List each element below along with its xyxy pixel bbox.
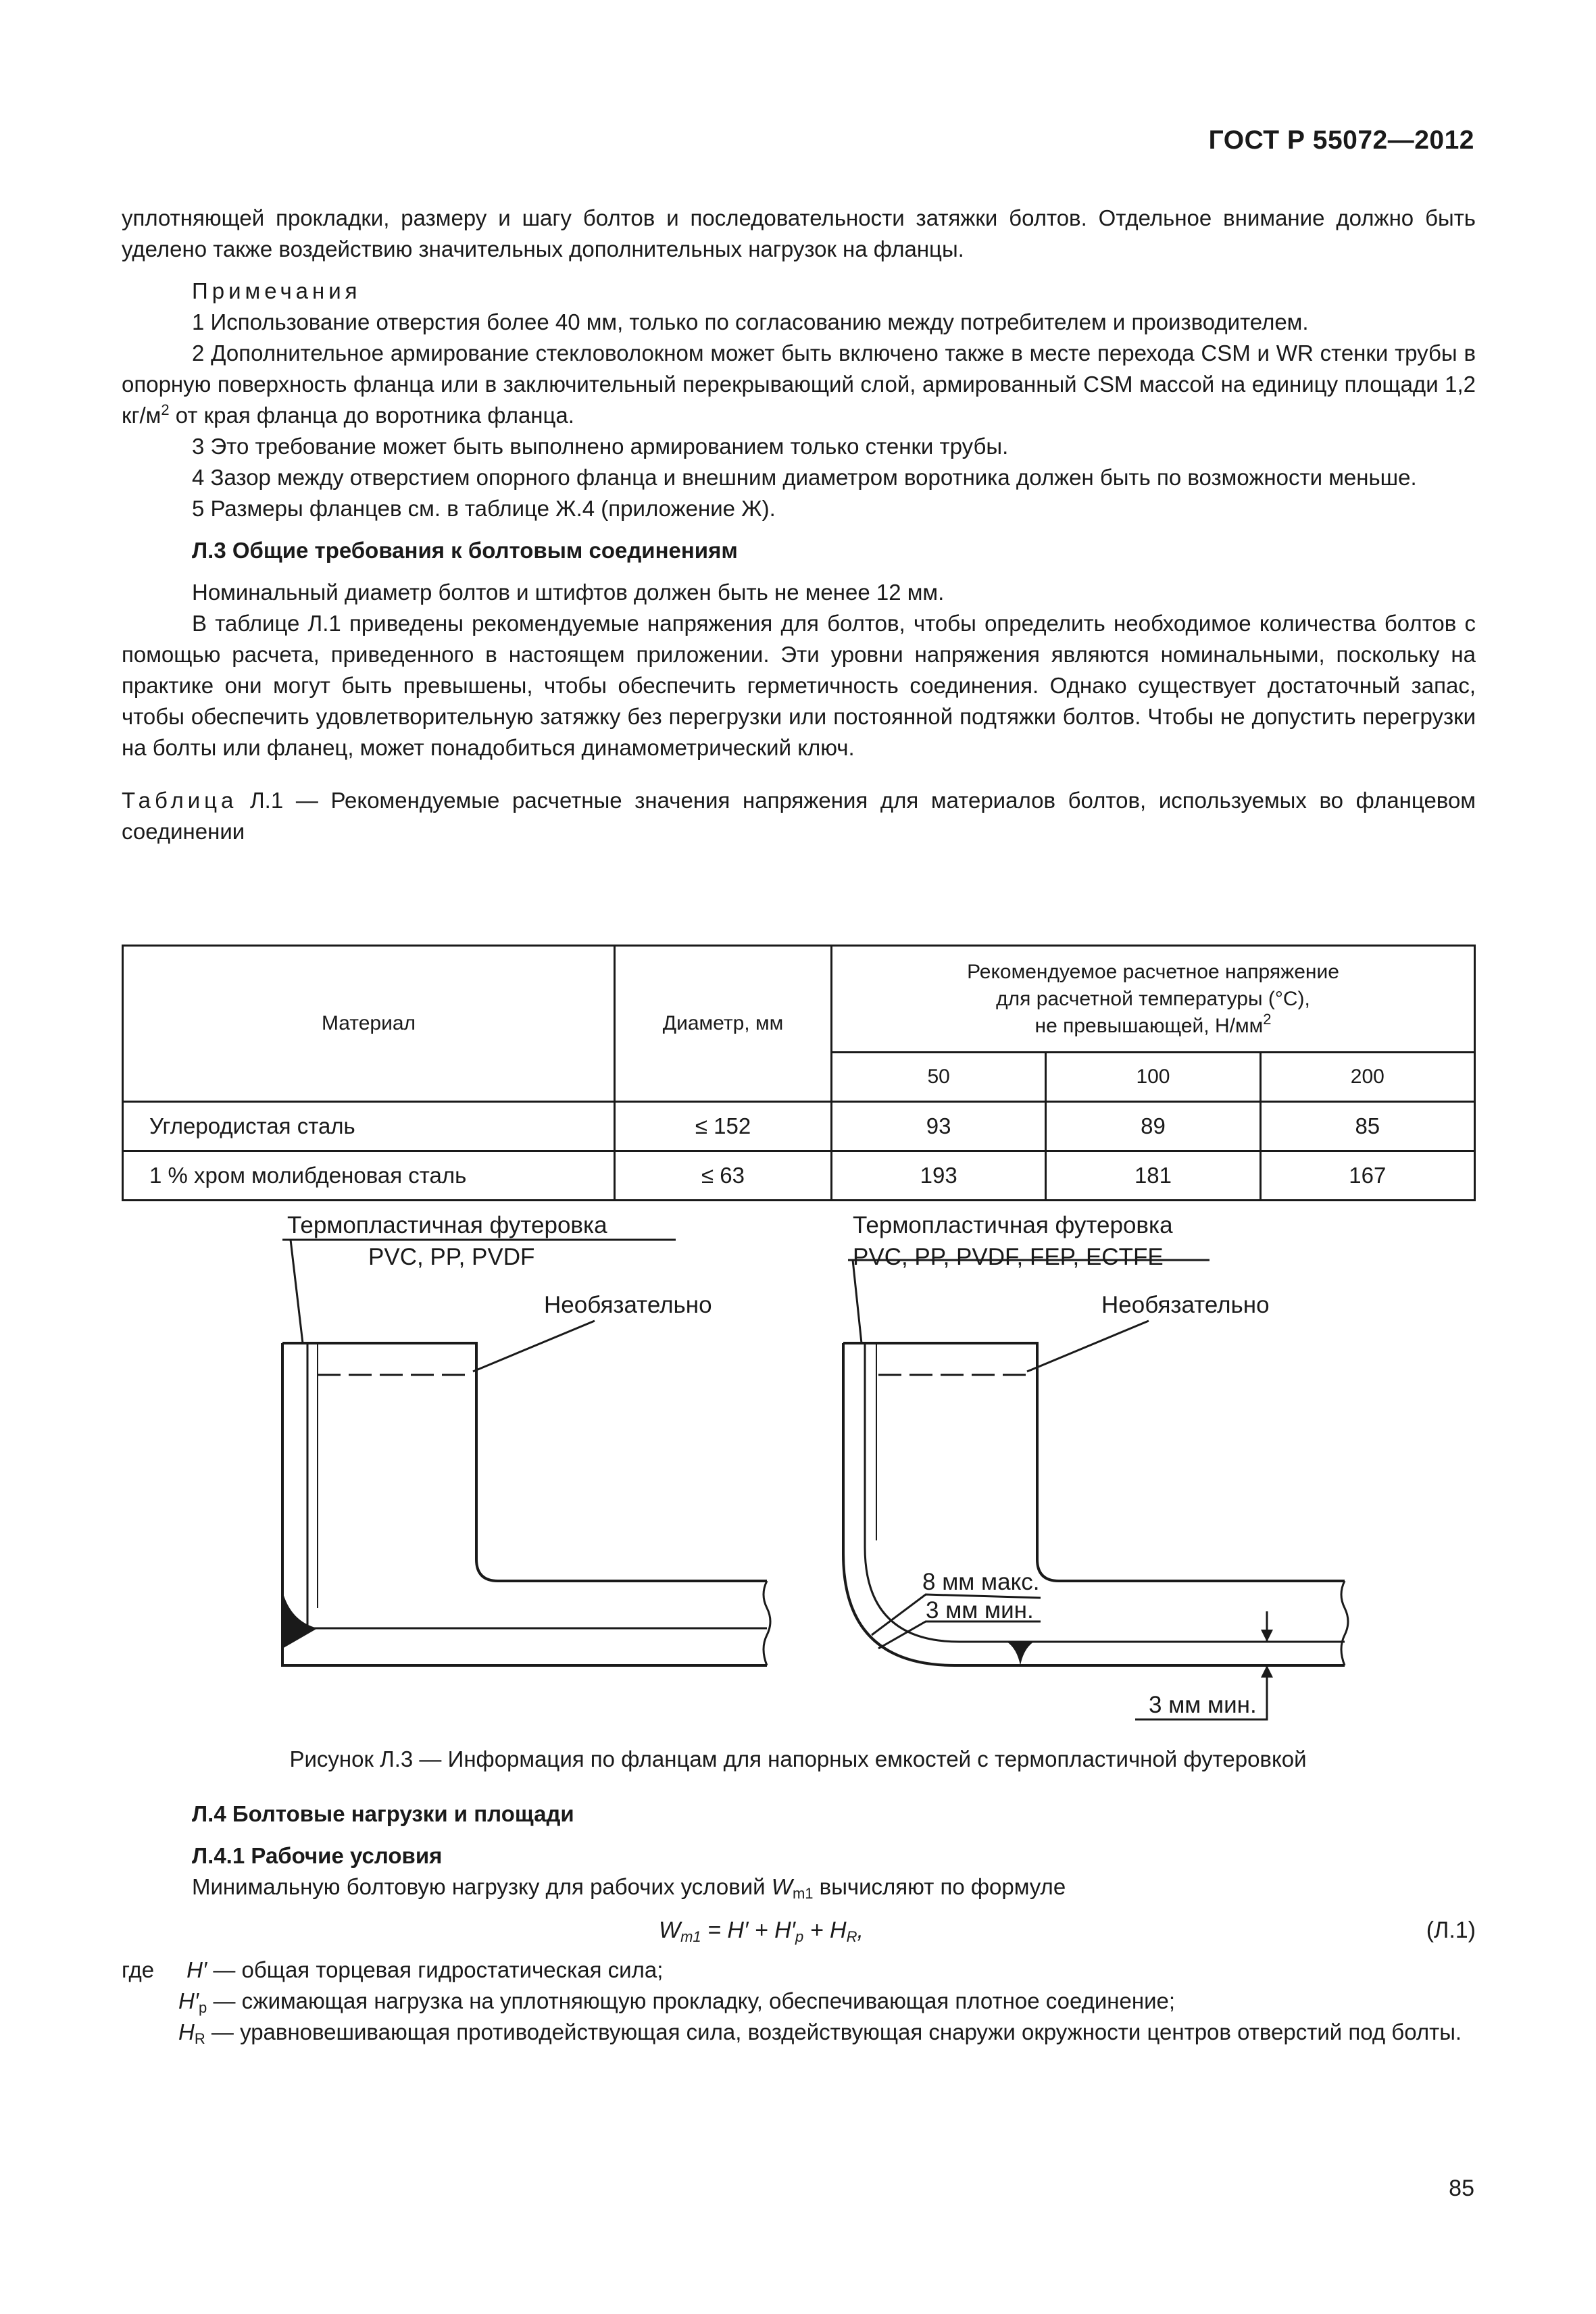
section-l3-heading: Л.3 Общие требования к болтовым соединениям — [192, 538, 738, 563]
where-line-2: $H'_p$ — сжимающая нагрузка на уплотняющую прокладку, обеспечивающая плотное соединение; — [178, 1988, 1176, 2016]
note-4: 4 Зазор между отверстием опорного фланца и внешним диаметром воротника должен быть по возможности меньше. — [192, 465, 1417, 490]
formula-number: (Л.1) — [1426, 1917, 1476, 1943]
right-flange-contour — [843, 1343, 1345, 1581]
dim-arrow-head-top — [1261, 1630, 1273, 1642]
right-weld-fill — [1007, 1642, 1034, 1665]
section-l41-p1 — [122, 1871, 1476, 1903]
left-break-line — [764, 1581, 770, 1665]
where-d1: — общая торцевая гидростатическая сила; — [207, 1957, 664, 1982]
section-l41-heading: Л.4.1 Рабочие условия — [192, 1843, 443, 1868]
stress-header-sup: 2 — [1263, 1010, 1272, 1028]
section-l4-heading: Л.4 Болтовые нагрузки и площади — [192, 1801, 574, 1826]
row-2-v50: 193 — [832, 1151, 1046, 1201]
row-2-v100: 181 — [1046, 1151, 1260, 1201]
figure-caption: Рисунок Л.3 — Информация по фланцам для напорных емкостей с термопластичной футеровкой — [289, 1746, 1307, 1771]
table-caption-label: Таблица — [122, 788, 238, 813]
dim-3mm-min-a: 3 мм мин. — [926, 1597, 1034, 1624]
row-2-material: 1 % хром молибденовая сталь — [123, 1151, 615, 1201]
row-1-material: Углеродистая сталь — [123, 1102, 615, 1151]
right-optional-label: Необязательно — [1101, 1292, 1270, 1318]
row-2-v200: 167 — [1260, 1151, 1474, 1201]
right-outer-wall — [843, 1343, 1345, 1665]
left-leader-optional — [473, 1321, 595, 1372]
left-optional-label: Необязательно — [544, 1292, 712, 1318]
right-label-line-1: Термопластичная футеровка — [853, 1212, 1173, 1238]
stress-header-line-2: для расчетной температуры (°С), — [996, 987, 1310, 1010]
temp-200-header: 200 — [1260, 1053, 1474, 1102]
note-1: 1 Использование отверстия более 40 мм, только по согласованию между потребителем и производителем. — [192, 309, 1309, 334]
note-5: 5 Размеры фланцев см. в таблице Ж.4 (приложение Ж). — [192, 496, 776, 521]
row-1-v100: 89 — [1046, 1102, 1260, 1151]
where-line-1: где H′ — общая торцевая гидростатическая сила; — [122, 1957, 664, 1982]
where-definitions — [122, 1955, 1476, 2048]
formula-expression: $W_{m1} = H' + H'_p + H_R$, — [659, 1917, 864, 1945]
row-2-diameter: ≤ 63 — [615, 1151, 832, 1201]
left-leader-liner — [291, 1240, 303, 1343]
section-l4 — [122, 1799, 1476, 1903]
where-d2: — сжимающая нагрузка на уплотняющую прокладку, обеспечивающая плотное соединение; — [207, 1988, 1176, 2013]
right-leader-liner — [853, 1260, 862, 1343]
temp-100-header: 100 — [1046, 1053, 1260, 1102]
dim-8mm-max: 8 мм макс. — [922, 1569, 1040, 1595]
note-2-text-a: 2 Дополнительное армирование стекловолокном может быть включено также в месте перехода CSM и WR стенки трубы в опорную поверхность фланца или в заключительный перекрывающий слой, армированный CSM массой на единицу площади 1,2 кг/м — [122, 341, 1476, 428]
right-label-line-2: PVC, PP, PVDF, FEP, ECTFE — [853, 1244, 1164, 1270]
right-flange-drawing — [843, 1260, 1348, 1719]
col-material-header: Материал — [123, 946, 615, 1102]
col-diameter-header: Диаметр, мм — [615, 946, 832, 1102]
left-flange-contour — [282, 1343, 767, 1581]
l41-text-a: Минимальную болтовую нагрузку для рабочих условий — [192, 1874, 772, 1899]
row-1-v50: 93 — [832, 1102, 1046, 1151]
where-prefix: где — [122, 1957, 155, 1982]
right-break-line — [1341, 1581, 1348, 1665]
section-l3-p2: В таблице Л.1 приведены рекомендуемые напряжения для болтов, чтобы определить необходимое количества болтов с помощью расчета, приведенного в настоящем приложении. Эти уровни напряжения являются номинальными, поскольку на практике они могут быть превышены, чтобы обеспечить герметичность соединения. Однако существует достаточный запас, чтобы обеспечить удовлетворительную затяжку без перегрузки или постоянной подтяжки болтов. Чтобы не допустить перегрузки на болты или фланец, может понадобиться динамометрический ключ. — [122, 611, 1476, 760]
left-outer-wall — [282, 1343, 767, 1665]
intro-paragraph: уплотняющей прокладки, размеру и шагу болтов и последовательности затяжки болтов. Отдельное внимание должно быть уделено также воздействию значительных дополнительных нагрузок на фланцы. — [122, 205, 1476, 261]
section-l3-p1: Номинальный диаметр болтов и штифтов должен быть не менее 12 мм. — [192, 580, 945, 605]
left-weld-fill — [282, 1591, 318, 1649]
dim-3mm-min-b: 3 мм мин. — [1149, 1692, 1257, 1718]
l41-sub: m1 — [792, 1885, 814, 1902]
left-label-line-2: PVC, PP, PVDF — [368, 1244, 535, 1270]
where-line-3: $H_R$ — уравновешивающая противодействующая сила, воздействующая снаружи окружности центров отверстий под болты. — [178, 2019, 1462, 2047]
l41-var: W — [771, 1874, 793, 1899]
notes-title: Примечания — [192, 278, 361, 303]
row-1-v200: 85 — [1260, 1102, 1474, 1151]
note-2-text-b: от края фланца до воротника фланца. — [169, 403, 574, 428]
left-liner — [307, 1343, 767, 1628]
note-2-sup: 2 — [161, 401, 170, 418]
l41-text-b: вычисляют по формуле — [813, 1874, 1066, 1899]
row-1-diameter: ≤ 152 — [615, 1102, 832, 1151]
stress-header-line-1: Рекомендуемое расчетное напряжение — [967, 960, 1339, 983]
page-number: 85 — [1449, 2175, 1474, 2201]
where-d3: — уравновешивающая противодействующая сила, воздействующая снаружи окружности центров отверстий под болты. — [205, 2019, 1462, 2044]
temp-50-header: 50 — [832, 1053, 1046, 1102]
left-label-line-1: Термопластичная футеровка — [287, 1212, 607, 1238]
right-leader-optional — [1027, 1321, 1149, 1372]
note-3: 3 Это требование может быть выполнено армированием только стенки трубы. — [192, 434, 1009, 459]
table-caption-text: Л.1 — Рекомендуемые расчетные значения напряжения для материалов болтов, используемых во фланцевом соединении — [122, 788, 1476, 844]
dim-arrow-head-bottom — [1261, 1665, 1273, 1678]
stress-header-line-3-text: не превышающей, Н/мм — [1034, 1014, 1264, 1037]
standard-header: ГОСТ Р 55072—2012 — [1208, 126, 1474, 155]
